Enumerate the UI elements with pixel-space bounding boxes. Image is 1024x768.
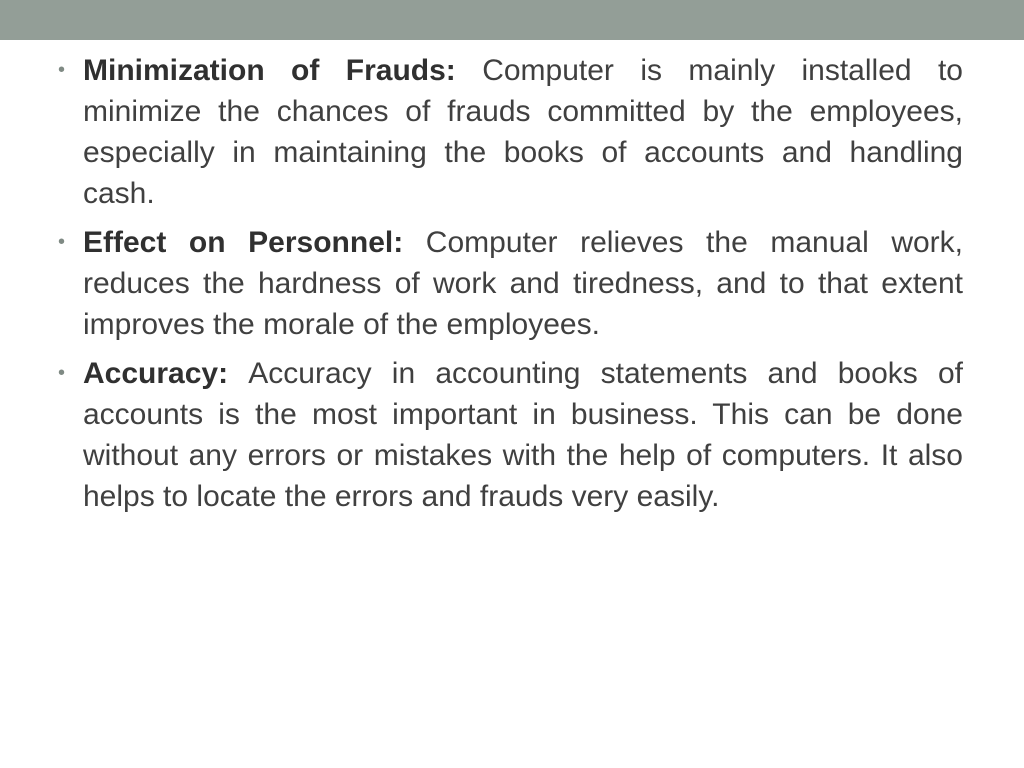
bullet-term: Minimization of Frauds: bbox=[83, 54, 483, 87]
bullet-item-effect-on-personnel bbox=[58, 222, 963, 345]
bullet-term: Accuracy: bbox=[83, 357, 249, 390]
bullet-dot-icon: • bbox=[58, 362, 66, 384]
bullet-list bbox=[58, 50, 963, 525]
bullet-text: Computer relieves the manual work, reduces the hardness of work and tiredness, and to that extent improves the morale of the employees. bbox=[83, 226, 963, 341]
bullet-item-minimization-of-frauds bbox=[58, 50, 963, 214]
bullet-dot-icon: • bbox=[58, 59, 66, 81]
bullet-dot-icon: • bbox=[58, 231, 66, 253]
bullet-term: Effect on Personnel: bbox=[83, 226, 426, 259]
bullet-text: Computer is mainly installed to minimize the chances of frauds committed by the employees, especially in maintaining the books of accounts and handling cash. bbox=[83, 54, 963, 210]
bullet-text: Accuracy in accounting statements and books of accounts is the most important in business. This can be done without any errors or mistakes with the help of computers. It also helps to locate the errors and frauds very easily. bbox=[83, 357, 963, 513]
header-bar bbox=[0, 0, 1024, 40]
bullet-item-accuracy bbox=[58, 353, 963, 517]
